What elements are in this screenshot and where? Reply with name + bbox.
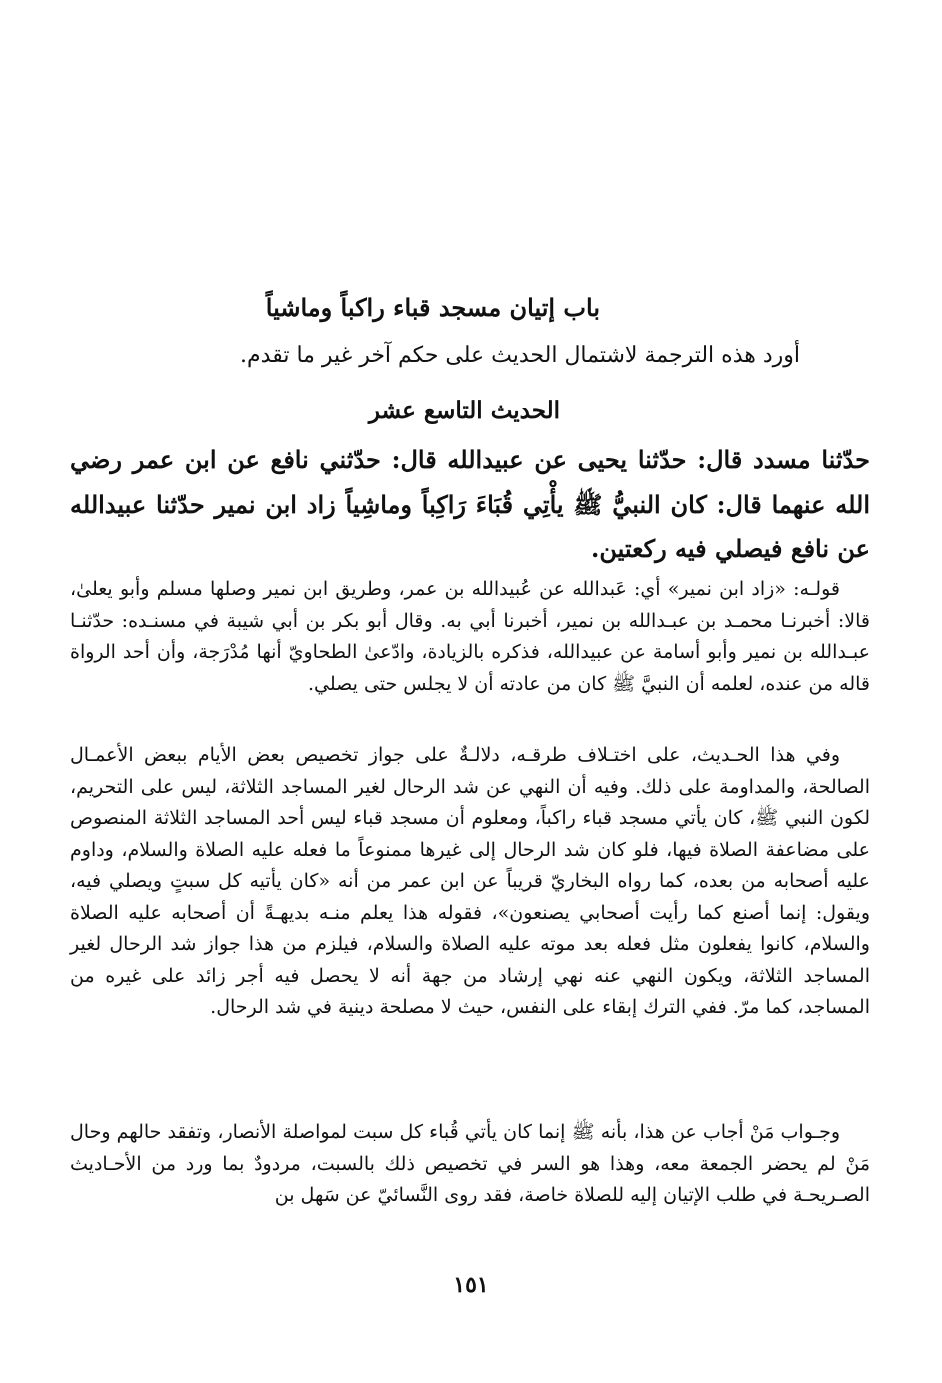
hadith-text: حدّثنا مسدد قال: حدّثنا يحيى عن عبيدالله قال: حدّثني نافع عن ابن عمر رضي الله عنهما قال: كان النبيُّ ﷺ يأْتِي قُبَاءَ رَاكِباً وماشِياً زاد ابن نمير حدّثنا عبيدالله عن نافع فيصلي فيه ركعتين. xyxy=(70,445,870,563)
commentary-paragraph-text: وفي هذا الحـديث، على اختـلاف طرقـه، دلالـةٌ على جواز تخصيص بعض الأيام ببعض الأعمـال الصالحة، والمداومة على ذلك. وفيه أن النهي عن شد الرحال لغير المساجد الثلاثة، ليس على التحريم، لكون النبي ﷺ، كان يأتي مسجد قباء راكباً، ومعلوم أن مسجد قباء ليس أحد المساجد الثلاثة المنصوص على مضاعفة الصلاة فيها، فلو كان شد الرحال إلى غيرها ممنوعاً ما فعله عليه الصلاة والسلام، وداوم عليه أصحابه من بعده، كما رواه البخاريّ قريباً عن ابن عمر من أنه «كان يأتيه كل سبتٍ ويصلي فيه، ويقول: إنما أصنع كما رأيت أصحابي يصنعون»، فقوله هذا يعلم منـه بديهـةً أن أصحابه عليه الصلاة والسلام، كانوا يفعلون مثل فعله بعد موته عليه الصلاة والسلام، فيلزم من هذا جواز شد الرحال لغير المساجد الثلاثة، ويكون النهي عنه نهي إرشاد من جهة أنه لا يحصل فيه أجر زائد على غيره من المساجد، كما مرّ. ففي الترك إبقاء على النفس، حيث لا مصلحة دينية في شد الرحال. xyxy=(70,744,870,1018)
commentary-paragraph xyxy=(70,574,870,700)
intro-line: أورد هذه الترجمة لاشتمال الحديث على حكم آخر غير ما تقدم. xyxy=(240,343,800,368)
chapter-title: باب إتيان مسجد قباء راكباً وماشياً xyxy=(265,293,600,322)
commentary-paragraph xyxy=(70,740,870,1024)
commentary-paragraph-text: قولـه: «زاد ابن نمير» أي: عَبدالله عن عُبيدالله بن عمر، وطريق ابن نمير وصلها مسلم وأبو يعلىٰ، قالا: أخبرنـا محمـد بن عبـدالله بن نمير، أخبرنا أبي به. وقال أبو بكر بن أبي شيبة في مسنـده: حدّثنـا عبـدالله بن نمير وأبو أسامة عن عبيدالله، فذكره بالزيادة، وادّعىٰ الطحاويّ أنها مُدْرَجة، وأن أحد الرواة قاله من عنده، لعلمه أن النبيَّ ﷺ كان من عادته أن لا يجلس حتى يصلي. xyxy=(70,578,870,695)
hadith-heading: الحديث التاسع عشر xyxy=(368,397,560,424)
commentary-paragraph xyxy=(70,1117,870,1212)
page-number: ١٥١ xyxy=(453,1272,489,1298)
commentary-paragraph-text: وجـواب مَنْ أجاب عن هذا، بأنه ﷺ إنما كان يأتي قُباء كل سبت لمواصلة الأنصار، وتفقد حالهم وحال مَنْ لم يحضر الجمعة معه، وهذا هو السر في تخصيص ذلك بالسبت، مردودٌ بما ورد من الأحـاديث الصـريحـة في طلب الإتيان إليه للصلاة خاصة، فقد روى النَّسائيّ عن سَهل بن xyxy=(70,1121,870,1206)
